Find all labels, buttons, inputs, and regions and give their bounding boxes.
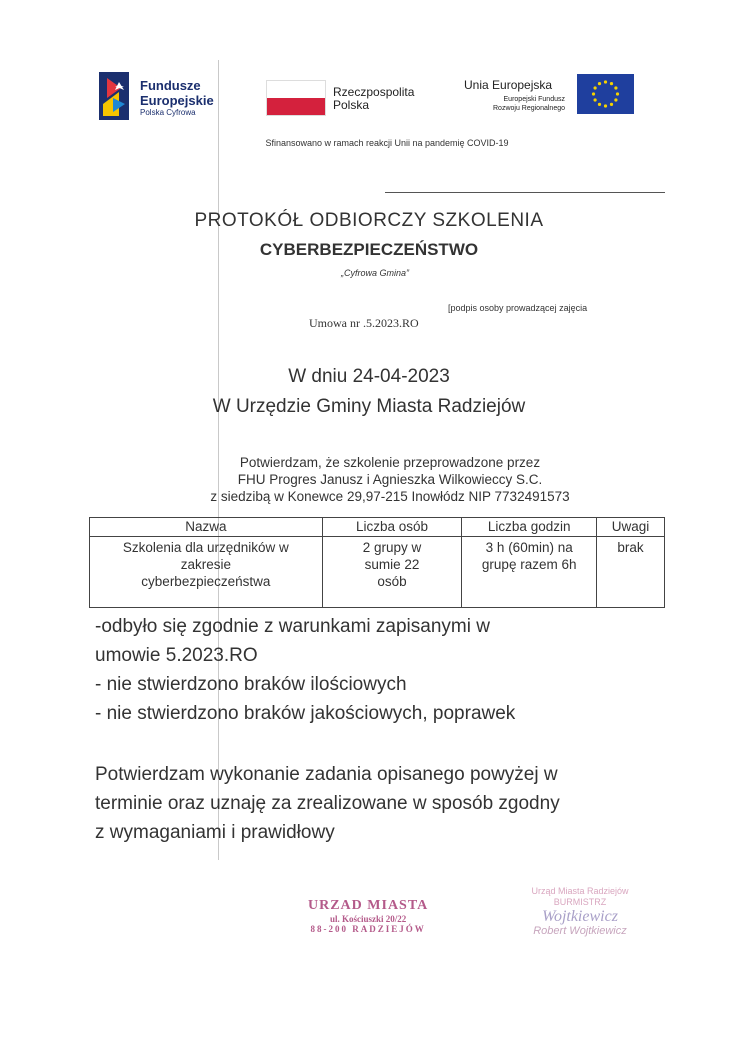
final-line: Potwierdzam wykonanie zadania opisanego powyżej w: [95, 764, 558, 785]
results-list: [95, 612, 515, 728]
polish-flag-icon: [266, 80, 326, 116]
confirmation-line: z siedzibą w Konewce 29,97-215 Inowłódz NIP 7732491573: [210, 489, 570, 504]
result-line: -odbyło się zgodnie z warunkami zapisanymi w: [95, 616, 490, 637]
signature-caption: [podpis osoby prowadzącej zajęcia: [448, 303, 588, 313]
eu-flag-icon: [577, 74, 634, 114]
table-row: [90, 537, 665, 608]
confirmation-paragraph: [150, 454, 630, 505]
contract-number: Umowa nr .5.2023.RO: [309, 316, 419, 330]
cell-name: Szkolenia dla urzędników w zakresie cyberbezpieczeństwa: [90, 537, 323, 608]
result-line: - nie stwierdzono braków jakościowych, poprawek: [95, 703, 516, 724]
cell-hours: 3 h (60min) na grupę razem 6h: [462, 537, 597, 608]
confirmation-line: FHU Progres Janusz i Agnieszka Wilkowieccy S.C.: [237, 472, 543, 487]
office-stamp: URZAD MIASTA ul. Kościuszki 20/22 88-200 RADZIEJÓW: [308, 898, 429, 934]
document-title: PROTOKÓŁ ODBIORCZY SZKOLENIA: [194, 210, 544, 231]
column-header: Liczba osób: [322, 518, 462, 537]
place-line: W Urzędzie Gminy Miasta Radziejów: [212, 396, 526, 417]
cell-notes: brak: [597, 537, 665, 608]
confirmation-line: Potwierdzam, że szkolenie przeprowadzone przez: [239, 455, 541, 470]
mayor-stamp: Urząd Miasta Radziejów BURMISTRZ Wojtkiewicz Robert Wojtkiewicz: [505, 886, 655, 937]
training-subject: CYBERBEZPIECZEŃSTWO: [259, 240, 479, 259]
cell-persons: 2 grupy w sumie 22 osób: [322, 537, 462, 608]
program-name: „Cyfrowa Gmina”: [340, 268, 409, 278]
column-header: Nazwa: [90, 518, 323, 537]
final-statement: [95, 760, 560, 847]
table-header-row: [90, 518, 665, 537]
fundusze-europejskie-logo-icon: [97, 70, 141, 122]
ue-logo-title: Unia Europejska: [464, 78, 553, 92]
handwritten-signature: Wojtkiewicz: [542, 908, 618, 925]
fe-logo-subtitle: Polska Cyfrowa: [140, 108, 196, 117]
date-line: W dniu 24-04-2023: [288, 366, 450, 387]
fe-logo-text: Fundusze Europejskie: [140, 78, 214, 108]
result-line: - nie stwierdzono braków ilościowych: [95, 674, 407, 695]
final-line: terminie oraz uznaję za zrealizowane w sposób zgodny: [95, 793, 560, 814]
funding-note: Sfinansowano w ramach reakcji Unii na pandemię COVID-19: [265, 138, 509, 148]
final-line: z wymaganiami i prawidłowy: [95, 822, 335, 843]
signature-line: [385, 192, 665, 193]
column-header: Liczba godzin: [462, 518, 597, 537]
result-line: umowie 5.2023.RO: [95, 645, 258, 666]
rp-logo-text: Rzeczpospolita Polska: [333, 85, 415, 112]
training-table: [89, 517, 665, 608]
column-header: Uwagi: [597, 518, 665, 537]
ue-logo-subtitle: Europejski Fundusz Rozwoju Regionalnego: [493, 96, 565, 112]
